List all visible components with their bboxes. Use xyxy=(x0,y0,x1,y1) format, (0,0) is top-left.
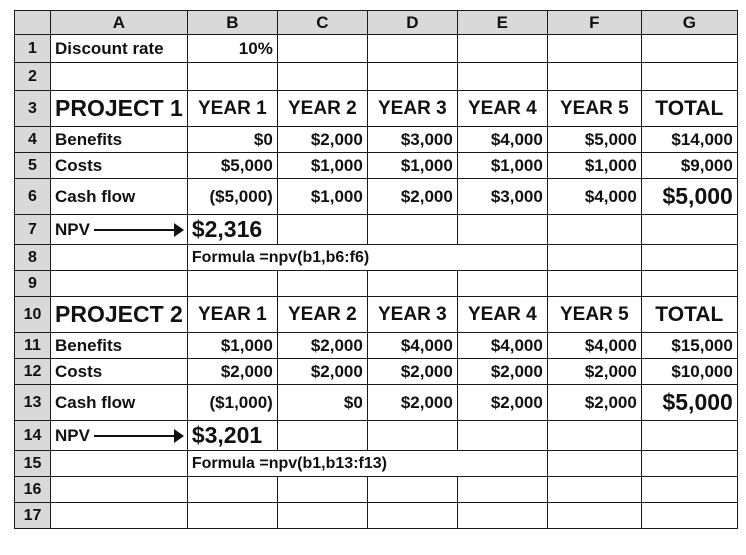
cell-f8[interactable] xyxy=(547,245,641,271)
cell-d12[interactable]: $2,000 xyxy=(367,359,457,385)
cell-d6[interactable]: $2,000 xyxy=(367,179,457,215)
cell-d3[interactable]: YEAR 3 xyxy=(367,91,457,127)
cell-f14[interactable] xyxy=(547,421,641,451)
cell-g11[interactable]: $15,000 xyxy=(641,333,737,359)
row-number[interactable]: 13 xyxy=(15,385,51,421)
cell-c5[interactable]: $1,000 xyxy=(277,153,367,179)
cell-g3[interactable]: TOTAL xyxy=(641,91,737,127)
row-number[interactable]: 6 xyxy=(15,179,51,215)
row-number[interactable]: 3 xyxy=(15,91,51,127)
row-13 xyxy=(15,385,738,421)
cell-c10[interactable]: YEAR 2 xyxy=(277,297,367,333)
cell-f3[interactable]: YEAR 5 xyxy=(547,91,641,127)
spreadsheet-grid xyxy=(14,10,738,529)
column-header-f[interactable]: F xyxy=(547,11,641,35)
cell-g4[interactable]: $14,000 xyxy=(641,127,737,153)
cell-f9[interactable] xyxy=(547,271,641,297)
cell-d17[interactable] xyxy=(367,503,457,529)
row-number[interactable]: 1 xyxy=(15,35,51,63)
cell-e7[interactable] xyxy=(457,215,547,245)
cell-c16[interactable] xyxy=(277,477,367,503)
arrow-right-icon xyxy=(94,435,182,437)
row-number[interactable]: 8 xyxy=(15,245,51,271)
row-8 xyxy=(15,245,738,271)
row-number[interactable]: 16 xyxy=(15,477,51,503)
row-2 xyxy=(15,63,738,91)
row-15 xyxy=(15,451,738,477)
cell-g7[interactable] xyxy=(641,215,737,245)
cell-g5[interactable]: $9,000 xyxy=(641,153,737,179)
cell-b13[interactable]: ($1,000) xyxy=(187,385,277,421)
row-number[interactable]: 11 xyxy=(15,333,51,359)
cell-f2[interactable] xyxy=(547,63,641,91)
cell-e2[interactable] xyxy=(457,63,547,91)
row-number[interactable]: 14 xyxy=(15,421,51,451)
cell-c12[interactable]: $2,000 xyxy=(277,359,367,385)
row-number[interactable]: 5 xyxy=(15,153,51,179)
cell-d7[interactable] xyxy=(367,215,457,245)
row-16 xyxy=(15,477,738,503)
row-6 xyxy=(15,179,738,215)
cell-f12[interactable]: $2,000 xyxy=(547,359,641,385)
cell-f5[interactable]: $1,000 xyxy=(547,153,641,179)
column-header-c[interactable]: C xyxy=(277,11,367,35)
cell-b6[interactable]: ($5,000) xyxy=(187,179,277,215)
npv-label: NPV xyxy=(55,220,90,239)
cell-e5[interactable]: $1,000 xyxy=(457,153,547,179)
cell-d9[interactable] xyxy=(367,271,457,297)
cell-a7[interactable] xyxy=(51,215,188,245)
row-4 xyxy=(15,127,738,153)
cell-b11[interactable]: $1,000 xyxy=(187,333,277,359)
cell-d14[interactable] xyxy=(367,421,457,451)
row-1 xyxy=(15,35,738,63)
cell-d2[interactable] xyxy=(367,63,457,91)
cell-b12[interactable]: $2,000 xyxy=(187,359,277,385)
cell-g2[interactable] xyxy=(641,63,737,91)
cell-d4[interactable]: $3,000 xyxy=(367,127,457,153)
cell-d5[interactable]: $1,000 xyxy=(367,153,457,179)
cell-a15[interactable] xyxy=(51,451,188,477)
cell-c14[interactable] xyxy=(277,421,367,451)
cell-g16[interactable] xyxy=(641,477,737,503)
column-header-row xyxy=(15,11,738,35)
row-3 xyxy=(15,91,738,127)
column-header-d[interactable]: D xyxy=(367,11,457,35)
cell-c4[interactable]: $2,000 xyxy=(277,127,367,153)
row-10 xyxy=(15,297,738,333)
cell-f15[interactable] xyxy=(547,451,641,477)
cell-g12[interactable]: $10,000 xyxy=(641,359,737,385)
row-7 xyxy=(15,215,738,245)
cell-a1[interactable]: Discount rate xyxy=(51,35,188,63)
cell-a6[interactable]: Cash flow xyxy=(51,179,188,215)
cell-e8[interactable] xyxy=(457,245,547,271)
cell-g14[interactable] xyxy=(641,421,737,451)
row-9 xyxy=(15,271,738,297)
cell-b1[interactable]: 10% xyxy=(187,35,277,63)
cell-e1[interactable] xyxy=(457,35,547,63)
cell-b7[interactable]: $2,316 xyxy=(187,215,277,245)
row-number[interactable]: 10 xyxy=(15,297,51,333)
cell-d13[interactable]: $2,000 xyxy=(367,385,457,421)
cell-a14[interactable] xyxy=(51,421,188,451)
cell-e6[interactable]: $3,000 xyxy=(457,179,547,215)
column-header-b[interactable]: B xyxy=(187,11,277,35)
cell-b9[interactable] xyxy=(187,271,277,297)
cell-e13[interactable]: $2,000 xyxy=(457,385,547,421)
cell-a5[interactable]: Costs xyxy=(51,153,188,179)
cell-a16[interactable] xyxy=(51,477,188,503)
cell-f7[interactable] xyxy=(547,215,641,245)
cell-f1[interactable] xyxy=(547,35,641,63)
cell-c7[interactable] xyxy=(277,215,367,245)
column-header-a[interactable]: A xyxy=(51,11,188,35)
cell-a13[interactable]: Cash flow xyxy=(51,385,188,421)
cell-f4[interactable]: $5,000 xyxy=(547,127,641,153)
cell-a17[interactable] xyxy=(51,503,188,529)
cell-b14[interactable]: $3,201 xyxy=(187,421,277,451)
cell-c2[interactable] xyxy=(277,63,367,91)
cell-b10[interactable]: YEAR 1 xyxy=(187,297,277,333)
cell-g13[interactable]: $5,000 xyxy=(641,385,737,421)
cell-b17[interactable] xyxy=(187,503,277,529)
cell-c6[interactable]: $1,000 xyxy=(277,179,367,215)
cell-d1[interactable] xyxy=(367,35,457,63)
cell-f10[interactable]: YEAR 5 xyxy=(547,297,641,333)
cell-f6[interactable]: $4,000 xyxy=(547,179,641,215)
row-number[interactable]: 15 xyxy=(15,451,51,477)
cell-e9[interactable] xyxy=(457,271,547,297)
column-header-g[interactable]: G xyxy=(641,11,737,35)
cell-a4[interactable]: Benefits xyxy=(51,127,188,153)
row-14 xyxy=(15,421,738,451)
cell-e14[interactable] xyxy=(457,421,547,451)
row-number[interactable]: 17 xyxy=(15,503,51,529)
cell-c11[interactable]: $2,000 xyxy=(277,333,367,359)
cell-c9[interactable] xyxy=(277,271,367,297)
cell-g15[interactable] xyxy=(641,451,737,477)
cell-b2[interactable] xyxy=(187,63,277,91)
cell-a9[interactable] xyxy=(51,271,188,297)
cell-g6[interactable]: $5,000 xyxy=(641,179,737,215)
cell-f13[interactable]: $2,000 xyxy=(547,385,641,421)
arrow-right-icon xyxy=(94,229,182,231)
cell-g9[interactable] xyxy=(641,271,737,297)
cell-d11[interactable]: $4,000 xyxy=(367,333,457,359)
cell-a11[interactable]: Benefits xyxy=(51,333,188,359)
cell-g8[interactable] xyxy=(641,245,737,271)
cell-b4[interactable]: $0 xyxy=(187,127,277,153)
cell-d16[interactable] xyxy=(367,477,457,503)
row-17 xyxy=(15,503,738,529)
corner-cell[interactable] xyxy=(15,11,51,35)
cell-e3[interactable]: YEAR 4 xyxy=(457,91,547,127)
formula-note[interactable]: Formula =npv(b1,b6:f6) xyxy=(187,245,457,271)
row-number[interactable]: 4 xyxy=(15,127,51,153)
cell-a3[interactable]: PROJECT 1 xyxy=(51,91,188,127)
cell-e15[interactable] xyxy=(457,451,547,477)
cell-f16[interactable] xyxy=(547,477,641,503)
cell-e11[interactable]: $4,000 xyxy=(457,333,547,359)
cell-b16[interactable] xyxy=(187,477,277,503)
row-number[interactable]: 7 xyxy=(15,215,51,245)
cell-e10[interactable]: YEAR 4 xyxy=(457,297,547,333)
cell-b5[interactable]: $5,000 xyxy=(187,153,277,179)
cell-d10[interactable]: YEAR 3 xyxy=(367,297,457,333)
cell-g1[interactable] xyxy=(641,35,737,63)
cell-e4[interactable]: $4,000 xyxy=(457,127,547,153)
cell-f17[interactable] xyxy=(547,503,641,529)
cell-c1[interactable] xyxy=(277,35,367,63)
cell-c3[interactable]: YEAR 2 xyxy=(277,91,367,127)
cell-e16[interactable] xyxy=(457,477,547,503)
cell-b3[interactable]: YEAR 1 xyxy=(187,91,277,127)
formula-note[interactable]: Formula =npv(b1,b13:f13) xyxy=(187,451,457,477)
column-header-e[interactable]: E xyxy=(457,11,547,35)
cell-a12[interactable]: Costs xyxy=(51,359,188,385)
npv-label: NPV xyxy=(55,426,90,445)
row-5 xyxy=(15,153,738,179)
cell-a8[interactable] xyxy=(51,245,188,271)
row-11 xyxy=(15,333,738,359)
cell-g17[interactable] xyxy=(641,503,737,529)
row-12 xyxy=(15,359,738,385)
cell-a2[interactable] xyxy=(51,63,188,91)
cell-e12[interactable]: $2,000 xyxy=(457,359,547,385)
cell-g10[interactable]: TOTAL xyxy=(641,297,737,333)
cell-c17[interactable] xyxy=(277,503,367,529)
cell-c13[interactable]: $0 xyxy=(277,385,367,421)
cell-f11[interactable]: $4,000 xyxy=(547,333,641,359)
cell-a10[interactable]: PROJECT 2 xyxy=(51,297,188,333)
row-number[interactable]: 12 xyxy=(15,359,51,385)
row-number[interactable]: 2 xyxy=(15,63,51,91)
row-number[interactable]: 9 xyxy=(15,271,51,297)
cell-e17[interactable] xyxy=(457,503,547,529)
